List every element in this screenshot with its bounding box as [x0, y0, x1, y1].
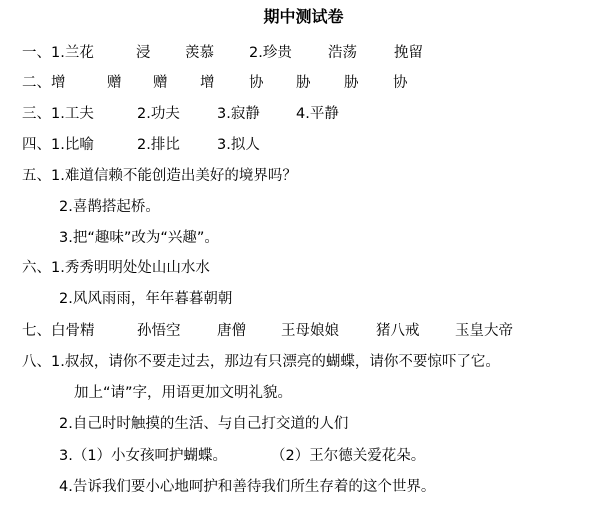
answer-row-2	[22, 72, 602, 94]
answer-cell: 增	[200, 75, 215, 91]
answer-cell: 孙悟空	[137, 323, 181, 339]
answer-cell: 唐僧	[217, 323, 246, 339]
answer-cell: 2.功夫	[137, 106, 180, 122]
answer-cell: 浸	[136, 45, 151, 61]
answer-cell: 王母娘娘	[281, 323, 339, 339]
answer-cell: 3.拟人	[217, 137, 260, 153]
answer-row-4	[22, 134, 602, 156]
answer-cell: 赠	[153, 75, 168, 91]
answer-cell: 浩荡	[328, 45, 357, 61]
answer-cell: 胁	[344, 75, 359, 91]
page-title: 期中测试卷	[263, 7, 344, 26]
answer-row-9: 2.风风雨雨，年年暮暮朝朝	[59, 291, 233, 307]
answer-cell: 3.寂静	[217, 106, 260, 122]
answer-row-15: 4.告诉我们要小心地呵护和善待我们所生存着的这个世界。	[59, 479, 436, 495]
answer-row-13: 2.自己时时触摸的生活、与自己打交道的人们	[59, 416, 349, 432]
answer-row-7: 3.把“趣味”改为“兴趣”。	[59, 230, 219, 246]
answer-cell: 胁	[296, 75, 311, 91]
answer-row-14	[59, 445, 599, 467]
answer-cell: 协	[249, 75, 264, 91]
answer-row-5: 五、1.难道信赖不能创造出美好的境界吗？	[22, 168, 297, 184]
answer-cell: 三、1.工夫	[22, 106, 94, 122]
answer-cell: 赠	[107, 75, 122, 91]
answer-cell: 2.珍贵	[249, 45, 292, 61]
answer-cell: 2.排比	[137, 137, 180, 153]
answer-cell: 协	[393, 75, 408, 91]
answer-row-12: 加上“请”字，用语更加文明礼貌。	[74, 385, 293, 401]
answer-cell: 四、1.比喻	[22, 137, 94, 153]
answer-cell: 二、增	[22, 75, 66, 91]
answer-cell: 羡慕	[185, 45, 214, 61]
answer-row-1	[22, 42, 602, 64]
answer-row-3	[22, 103, 602, 125]
answer-cell: 3.（1）小女孩呵护蝴蝶。	[59, 448, 228, 464]
answer-row-11: 八、1.叔叔，请你不要走过去，那边有只漂亮的蝴蝶，请你不要惊吓了它。	[22, 354, 500, 370]
answer-row-8: 六、1.秀秀明明处处山山水水	[22, 260, 210, 276]
answer-cell: 挽留	[394, 45, 423, 61]
answer-cell: 一、1.兰花	[22, 45, 94, 61]
answer-cell: 4.平静	[296, 106, 339, 122]
answer-cell: 猪八戒	[376, 323, 420, 339]
answer-row-10	[22, 320, 602, 342]
answer-cell: （2）王尔德关爱花朵。	[271, 448, 426, 464]
answer-cell: 七、白骨精	[22, 323, 95, 339]
answer-row-6: 2.喜鹊搭起桥。	[59, 199, 160, 215]
answer-cell: 玉皇大帝	[455, 323, 513, 339]
